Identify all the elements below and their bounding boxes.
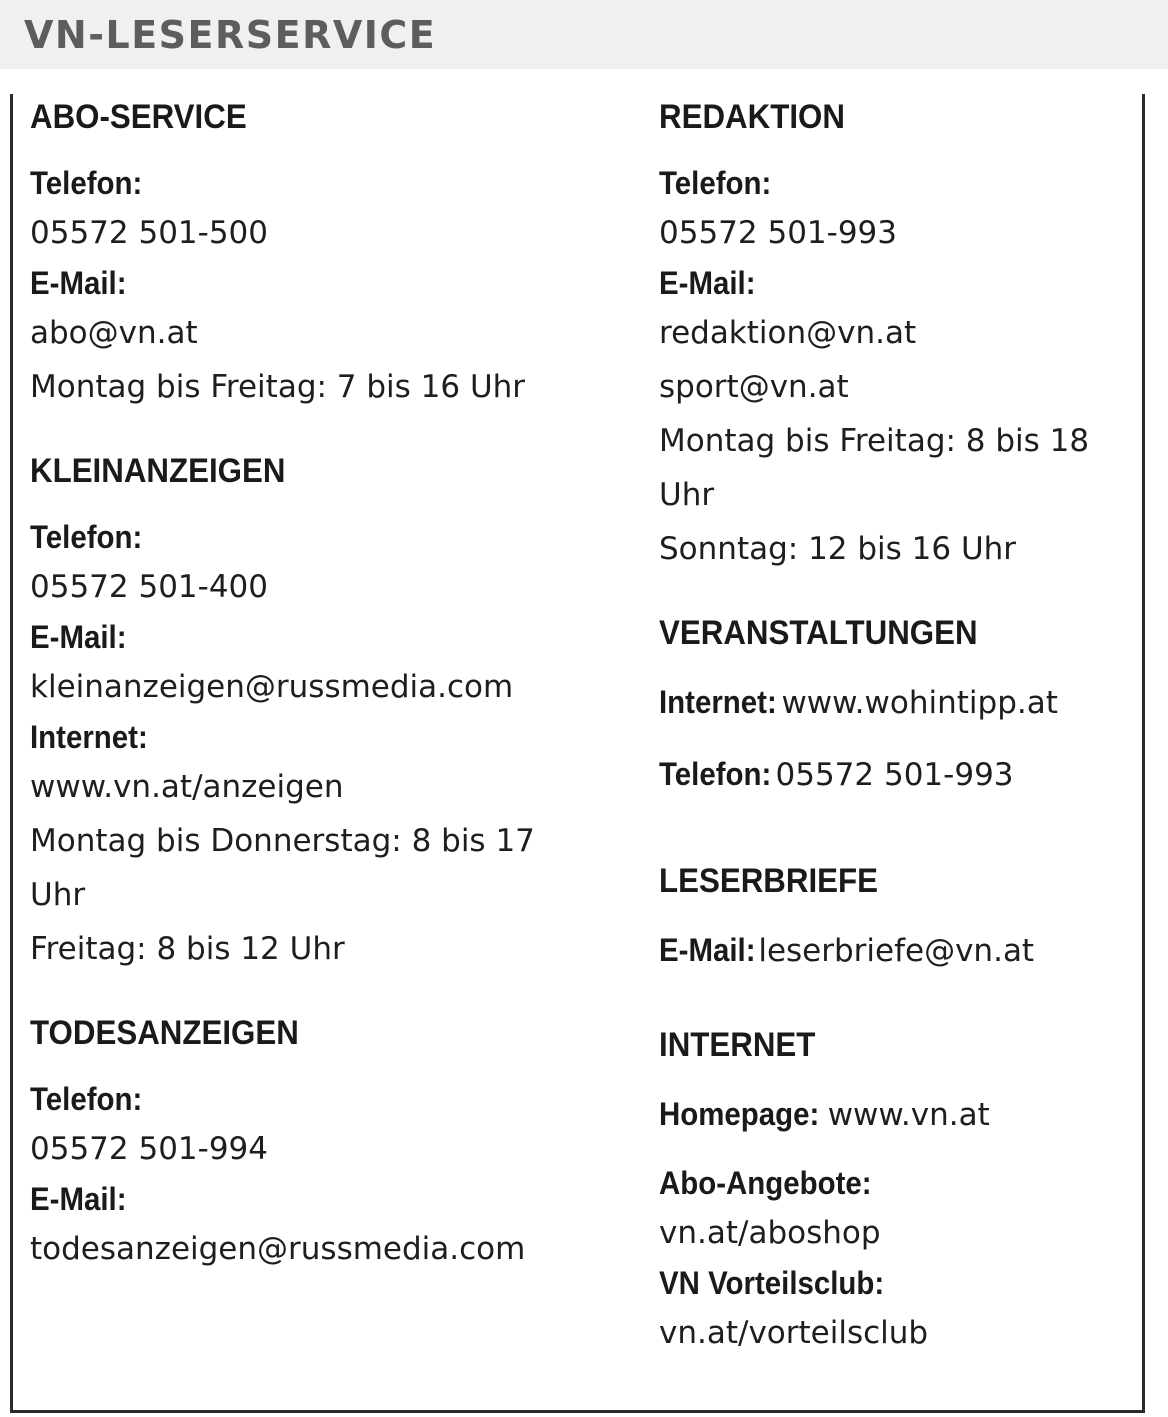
opening-hours-cont: Uhr — [30, 877, 86, 913]
internet-label: Internet: — [30, 719, 148, 755]
email-label: E-Mail: — [659, 265, 756, 301]
section-heading: TODESANZEIGEN — [30, 1014, 299, 1052]
phone-label: Telefon: — [659, 756, 772, 792]
email-label: E-Mail: — [659, 932, 756, 968]
phone-label: Telefon: — [30, 519, 143, 555]
club-label: VN Vorteilsclub: — [659, 1265, 885, 1301]
section-heading: VERANSTALTUNGEN — [659, 614, 978, 652]
internet-label: Internet: — [659, 684, 777, 720]
phone-label: Telefon: — [659, 165, 772, 201]
section-redaktion — [659, 94, 1129, 576]
homepage-link[interactable]: www.vn.at — [827, 1097, 990, 1133]
phone-value[interactable]: 05572 501-500 — [30, 215, 268, 251]
email-value[interactable]: redaktion@vn.at — [659, 315, 917, 351]
internet-link[interactable]: www.vn.at/anzeigen — [30, 769, 344, 805]
abo-offers-link[interactable]: vn.at/aboshop — [659, 1215, 881, 1251]
section-abo-service — [30, 94, 630, 414]
internet-row — [659, 676, 1129, 736]
header-bar — [0, 0, 1168, 69]
homepage-label: Homepage: — [659, 1096, 820, 1132]
section-leserbriefe — [659, 858, 1129, 984]
section-heading: LESERBRIEFE — [659, 862, 879, 900]
page-title: VN-LESERSERVICE — [24, 13, 437, 57]
opening-hours: Montag bis Donnerstag: 8 bis 17 — [30, 823, 535, 859]
phone-value[interactable]: 05572 501-993 — [775, 757, 1014, 793]
section-kleinanzeigen — [30, 448, 630, 976]
email-label: E-Mail: — [30, 619, 127, 655]
section-heading: ABO-SERVICE — [30, 98, 247, 136]
email-value[interactable]: abo@vn.at — [30, 315, 198, 351]
section-heading: KLEINANZEIGEN — [30, 452, 286, 490]
internet-link[interactable]: www.wohintipp.at — [781, 685, 1058, 721]
email-value-sport[interactable]: sport@vn.at — [659, 369, 849, 405]
homepage-row — [659, 1088, 1129, 1148]
email-label: E-Mail: — [30, 1181, 127, 1217]
email-value[interactable]: todesanzeigen@russmedia.com — [30, 1231, 526, 1267]
email-value[interactable]: kleinanzeigen@russmedia.com — [30, 669, 514, 705]
section-heading: INTERNET — [659, 1026, 816, 1064]
opening-hours: Montag bis Freitag: 8 bis 18 — [659, 423, 1090, 459]
phone-row — [659, 748, 1129, 808]
email-label: E-Mail: — [30, 265, 127, 301]
section-heading: REDAKTION — [659, 98, 845, 136]
phone-value[interactable]: 05572 501-994 — [30, 1131, 268, 1167]
phone-value[interactable]: 05572 501-993 — [659, 215, 897, 251]
email-row — [659, 924, 1129, 984]
phone-label: Telefon: — [30, 1081, 143, 1117]
opening-hours: Montag bis Freitag: 7 bis 16 Uhr — [30, 369, 526, 405]
opening-hours-cont: Uhr — [659, 477, 715, 513]
left-column — [30, 94, 630, 1276]
opening-hours-sunday: Sonntag: 12 bis 16 Uhr — [659, 531, 1017, 567]
email-value[interactable]: leserbriefe@vn.at — [758, 933, 1035, 969]
right-column — [659, 94, 1129, 1360]
section-todesanzeigen — [30, 1010, 630, 1276]
phone-value[interactable]: 05572 501-400 — [30, 569, 268, 605]
club-link[interactable]: vn.at/vorteilsclub — [659, 1315, 929, 1351]
section-veranstaltungen — [659, 610, 1129, 808]
phone-label: Telefon: — [30, 165, 143, 201]
section-internet — [659, 1022, 1129, 1360]
opening-hours-friday: Freitag: 8 bis 12 Uhr — [30, 931, 345, 967]
abo-offers-label: Abo-Angebote: — [659, 1165, 872, 1201]
